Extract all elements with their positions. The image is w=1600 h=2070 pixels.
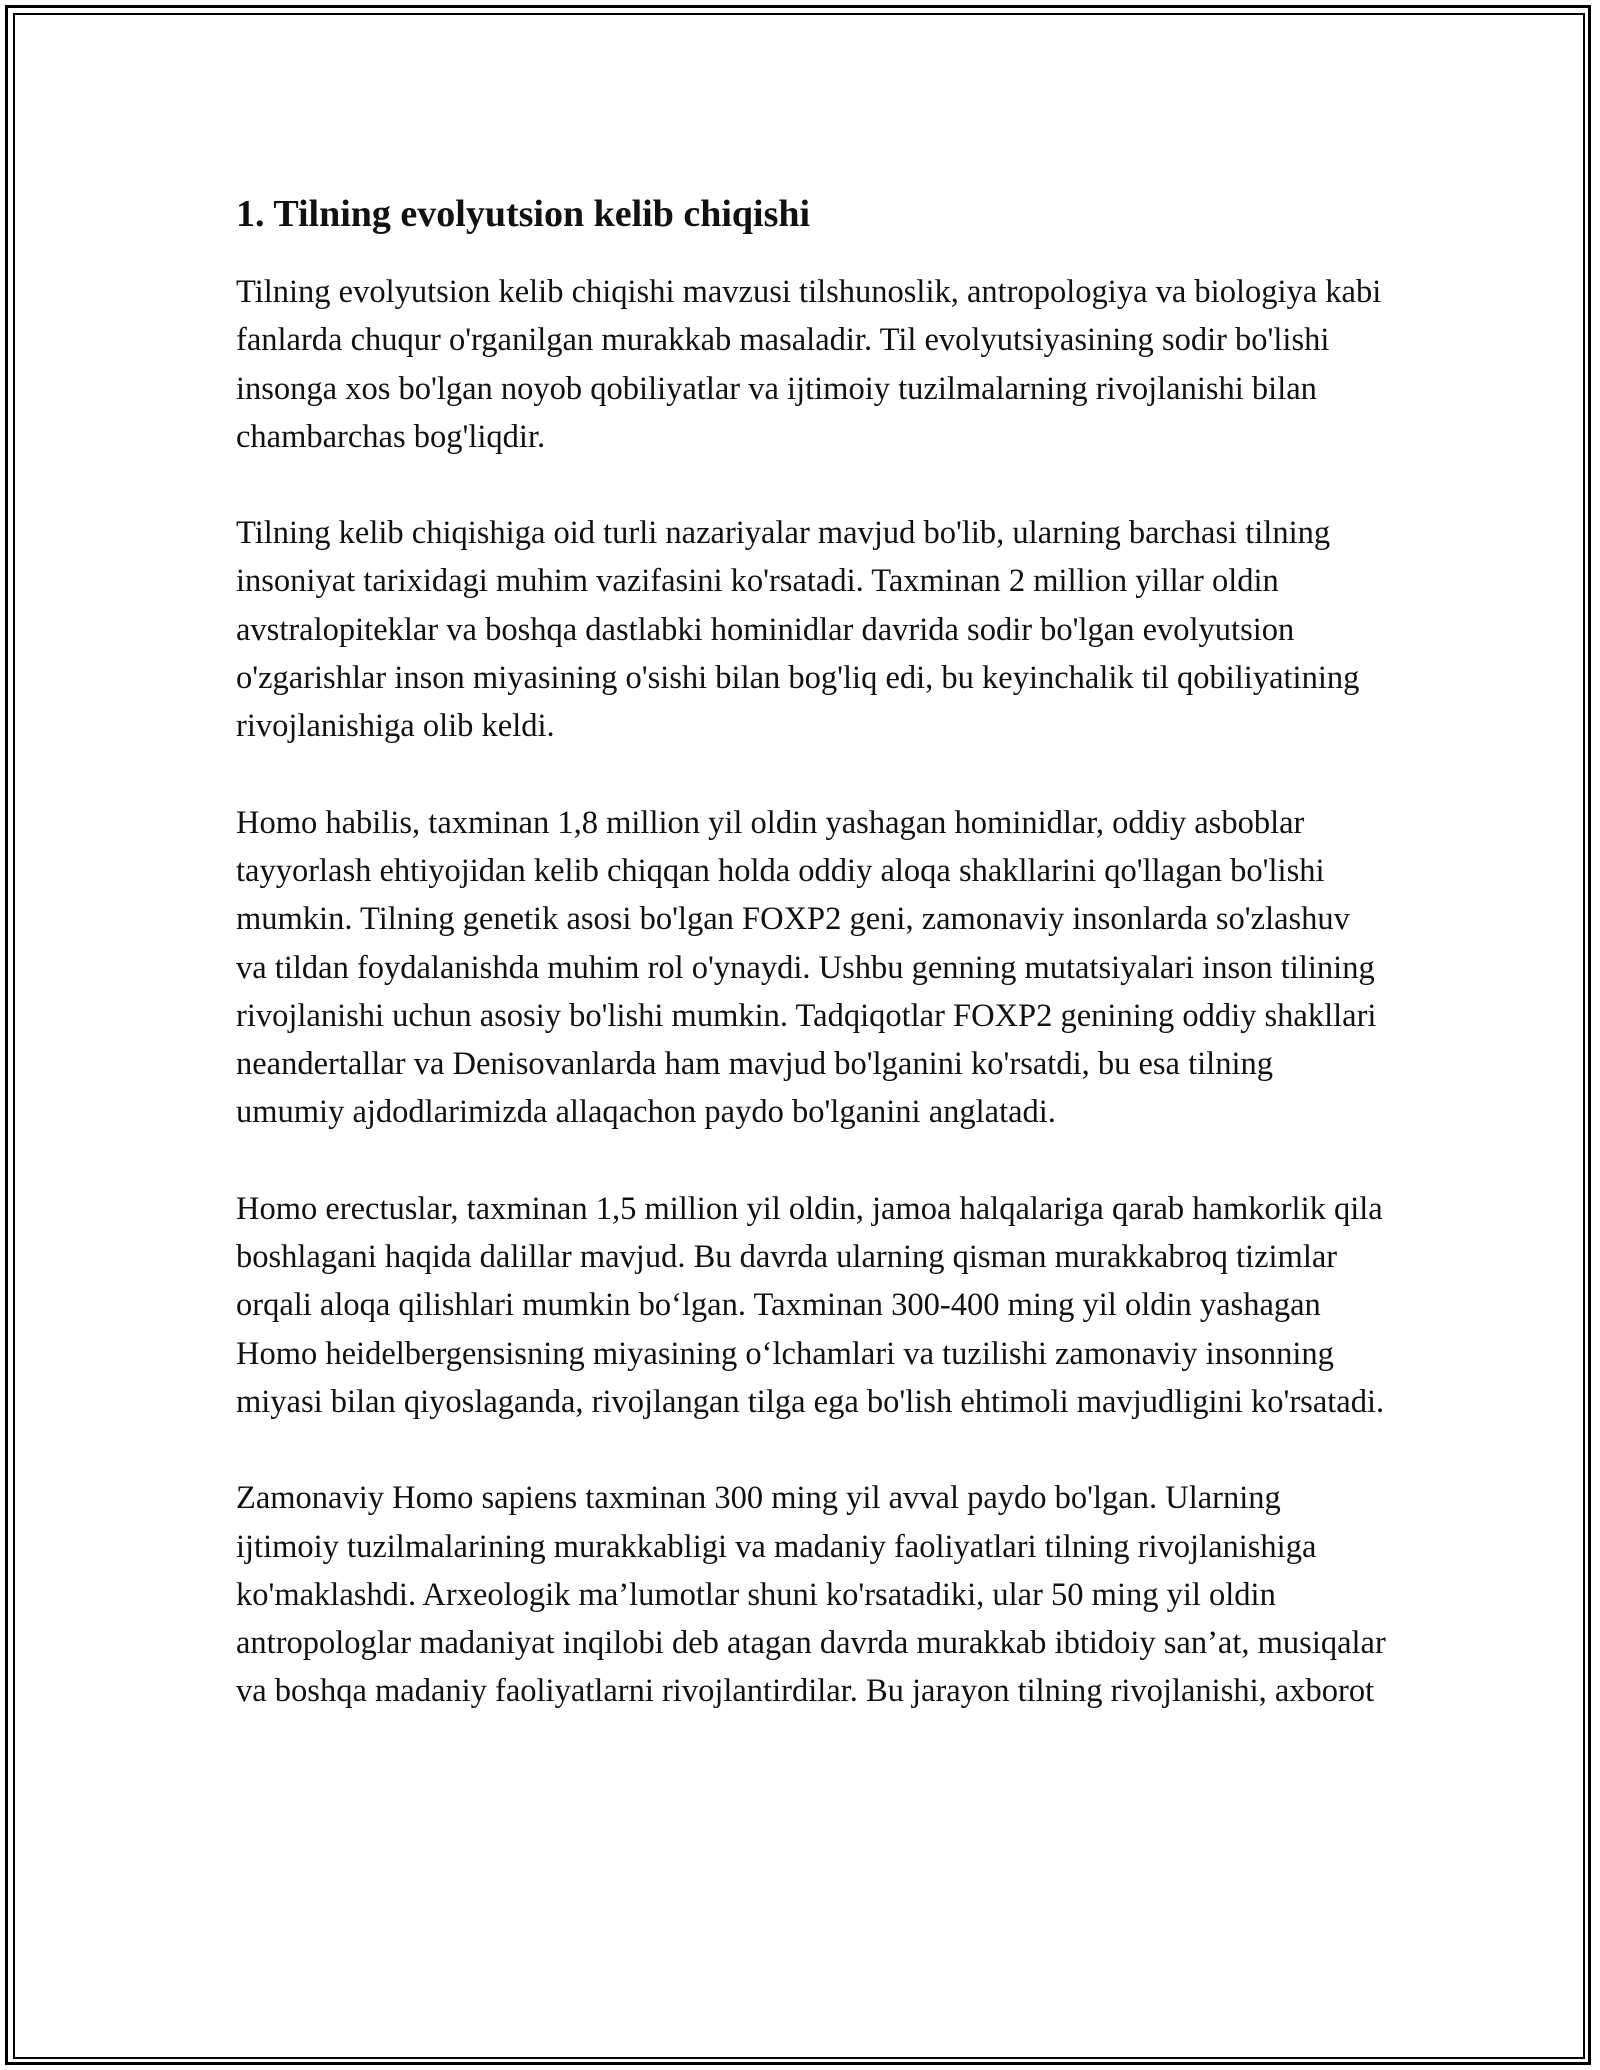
- paragraph-3: Homo habilis, taxminan 1,8 million yil oldin yashagan hominidlar, oddiy asboblar tayyorlash ehtiyojidan kelib chiqqan holda oddiy aloqa shakllarini qo'llagan bo'lishi mumkin. Tilning genetik asosi bo'lgan FOXP2 geni, zamonaviy insonlarda so'zlashuv va tildan foydalanishda muhim rol o'ynaydi. Ushbu genning mutatsiyalari inson tilining rivojlanishi uchun asosiy bo'lishi mumkin. Tadqiqotlar FOXP2 genining oddiy shakllari neandertallar va Denisovanlarda ham mavjud bo'lganini ko'rsatdi, bu esa tilning umumiy ajdodlarimizda allaqachon paydo bo'lganini anglatadi.: [236, 804, 1377, 1131]
- paragraph-2: Tilning kelib chiqishiga oid turli nazariyalar mavjud bo'lib, ularning barchasi tilning insoniyat tarixidagi muhim vazifasini ko'rsatadi. Taxminan 2 million yillar oldin avstralopiteklar va boshqa dastlabki hominidlar davrida sodir bo'lgan evolyutsion o'zgarishlar inson miyasining o'sishi bilan bog'liq edi, bu keyinchalik til qobiliyatining rivojlanishiga olib keldi.: [236, 515, 1360, 745]
- document-body: [236, 190, 1386, 1764]
- section-title: 1. Tilning evolyutsion kelib chiqishi: [236, 193, 811, 235]
- paragraph-1: Tilning evolyutsion kelib chiqishi mavzusi tilshunoslik, antropologiya va biologiya kabi fanlarda chuqur o'rganilgan murakkab masaladir. Til evolyutsiyasining sodir bo'lishi insonga xos bo'lgan noyob qobiliyatlar va ijtimoiy tuzilmalarning rivojlanishi bilan chambarchas bog'liqdir.: [236, 274, 1382, 455]
- paragraph-4: Homo erectuslar, taxminan 1,5 million yil oldin, jamoa halqalariga qarab hamkorlik qila boshlagani haqida dalillar mavjud. Bu davrda ularning qisman murakkabroq tizimlar orqali aloqa qilishlari mumkin bo‘lgan. Taxminan 300-400 ming yil oldin yashagan Homo heidelbergensisning miyasining o‘lchamlari va tuzilishi zamonaviy insonning miyasi bilan qiyoslaganda, rivojlangan tilga ega bo'lish ehtimoli mavjudligini ko'rsatadi.: [236, 1190, 1385, 1420]
- paragraph-5: Zamonaviy Homo sapiens taxminan 300 ming yil avval paydo bo'lgan. Ularning ijtimoiy tuzilmalarining murakkabligi va madaniy faoliyatlari tilning rivojlanishiga ko'maklashdi. Arxeologik ma’lumotlar shuni ko'rsatadiki, ular 50 ming yil oldin antropologlar madaniyat inqilobi deb atagan davrda murakkab ibtidoiy san’at, musiqalar va boshqa madaniy faoliyatlarni rivojlantirdilar. Bu jarayon tilning rivojlanishi, axborot: [236, 1480, 1386, 1710]
